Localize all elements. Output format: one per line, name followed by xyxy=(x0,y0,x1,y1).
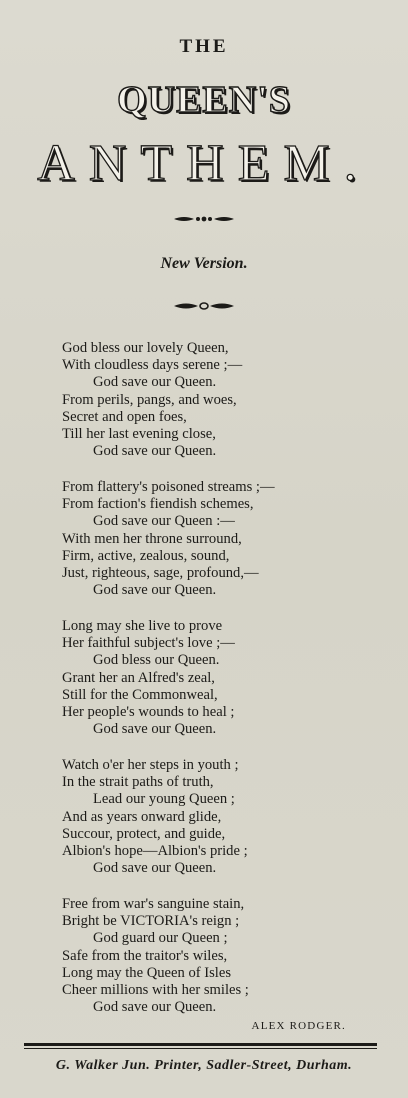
verse-line: Long may she live to prove xyxy=(62,618,223,634)
verse-line: Long may the Queen of Isles xyxy=(62,964,231,981)
stanza-2 xyxy=(62,479,392,599)
verse-refrain: God save our Queen. xyxy=(93,374,217,391)
verse-refrain: God save our Queen. xyxy=(93,860,217,877)
verse-line: Albion's hope—Albion's pride ; xyxy=(62,843,248,860)
verse-refrain: God save our Queen. xyxy=(93,443,217,460)
footer-rule-thick xyxy=(24,1043,377,1046)
verse-line: Watch o'er her steps in youth ; xyxy=(62,757,239,773)
verse-line: Bright be VICTORIA's reign ; xyxy=(62,913,240,930)
verse-refrain: Lead our young Queen ; xyxy=(93,791,235,808)
printer-imprint: G. Walker Jun. Printer, Sadler-Street, Durham. xyxy=(55,1058,353,1073)
title-the: THE xyxy=(179,36,229,57)
verse-line: With men her throne surround, xyxy=(62,530,242,547)
verse-refrain: God save our Queen. xyxy=(93,999,217,1016)
title-queens: QUEEN'S xyxy=(117,79,291,121)
verse-refrain: God bless our Queen. xyxy=(93,652,220,669)
stanza-4 xyxy=(62,757,392,877)
title-anthem: ANTHEM. xyxy=(37,135,371,192)
verse-line: God bless our lovely Queen, xyxy=(62,340,229,356)
verse-line: Secret and open foes, xyxy=(62,408,187,425)
stanza-3 xyxy=(62,618,392,738)
author-credit: ALEX RODGER. xyxy=(251,1020,346,1032)
verse-line: Cheer millions with her smiles ; xyxy=(62,982,249,999)
verse-line: Just, righteous, sage, profound,— xyxy=(62,565,259,582)
verse-line: Free from war's sanguine stain, xyxy=(62,896,245,912)
verse-line: From flattery's poisoned streams ;— xyxy=(62,479,275,495)
verse-refrain: God save our Queen :— xyxy=(93,513,235,530)
verse-line: And as years onward glide, xyxy=(62,808,222,825)
stanza-5 xyxy=(62,896,392,1016)
ornament-divider-bottom xyxy=(0,297,408,316)
verse-line: From faction's fiendish schemes, xyxy=(62,496,254,513)
verse-line: Till her last evening close, xyxy=(62,426,216,443)
stanza-1 xyxy=(62,340,392,460)
verse-refrain: God save our Queen. xyxy=(93,582,217,599)
verse-line: Succour, protect, and guide, xyxy=(62,825,226,842)
verse-line: Firm, active, zealous, sound, xyxy=(62,547,230,564)
ornament-divider-top xyxy=(0,210,408,229)
verse-line: Safe from the traitor's wiles, xyxy=(62,947,228,964)
subtitle: New Version. xyxy=(160,255,248,272)
verse-refrain: God guard our Queen ; xyxy=(93,930,228,947)
verse-line: With cloudless days serene ;— xyxy=(62,357,243,374)
verse-line: From perils, pangs, and woes, xyxy=(62,391,237,408)
verse-line: Grant her an Alfred's zeal, xyxy=(62,669,215,686)
verse-line: Still for the Commonweal, xyxy=(62,686,218,703)
verse-line: Her people's wounds to heal ; xyxy=(62,704,235,721)
footer-rule-thin xyxy=(24,1048,377,1049)
verse-line: Her faithful subject's love ;— xyxy=(62,635,235,652)
verse-refrain: God save our Queen. xyxy=(93,721,217,738)
verse-line: In the strait paths of truth, xyxy=(62,774,214,791)
